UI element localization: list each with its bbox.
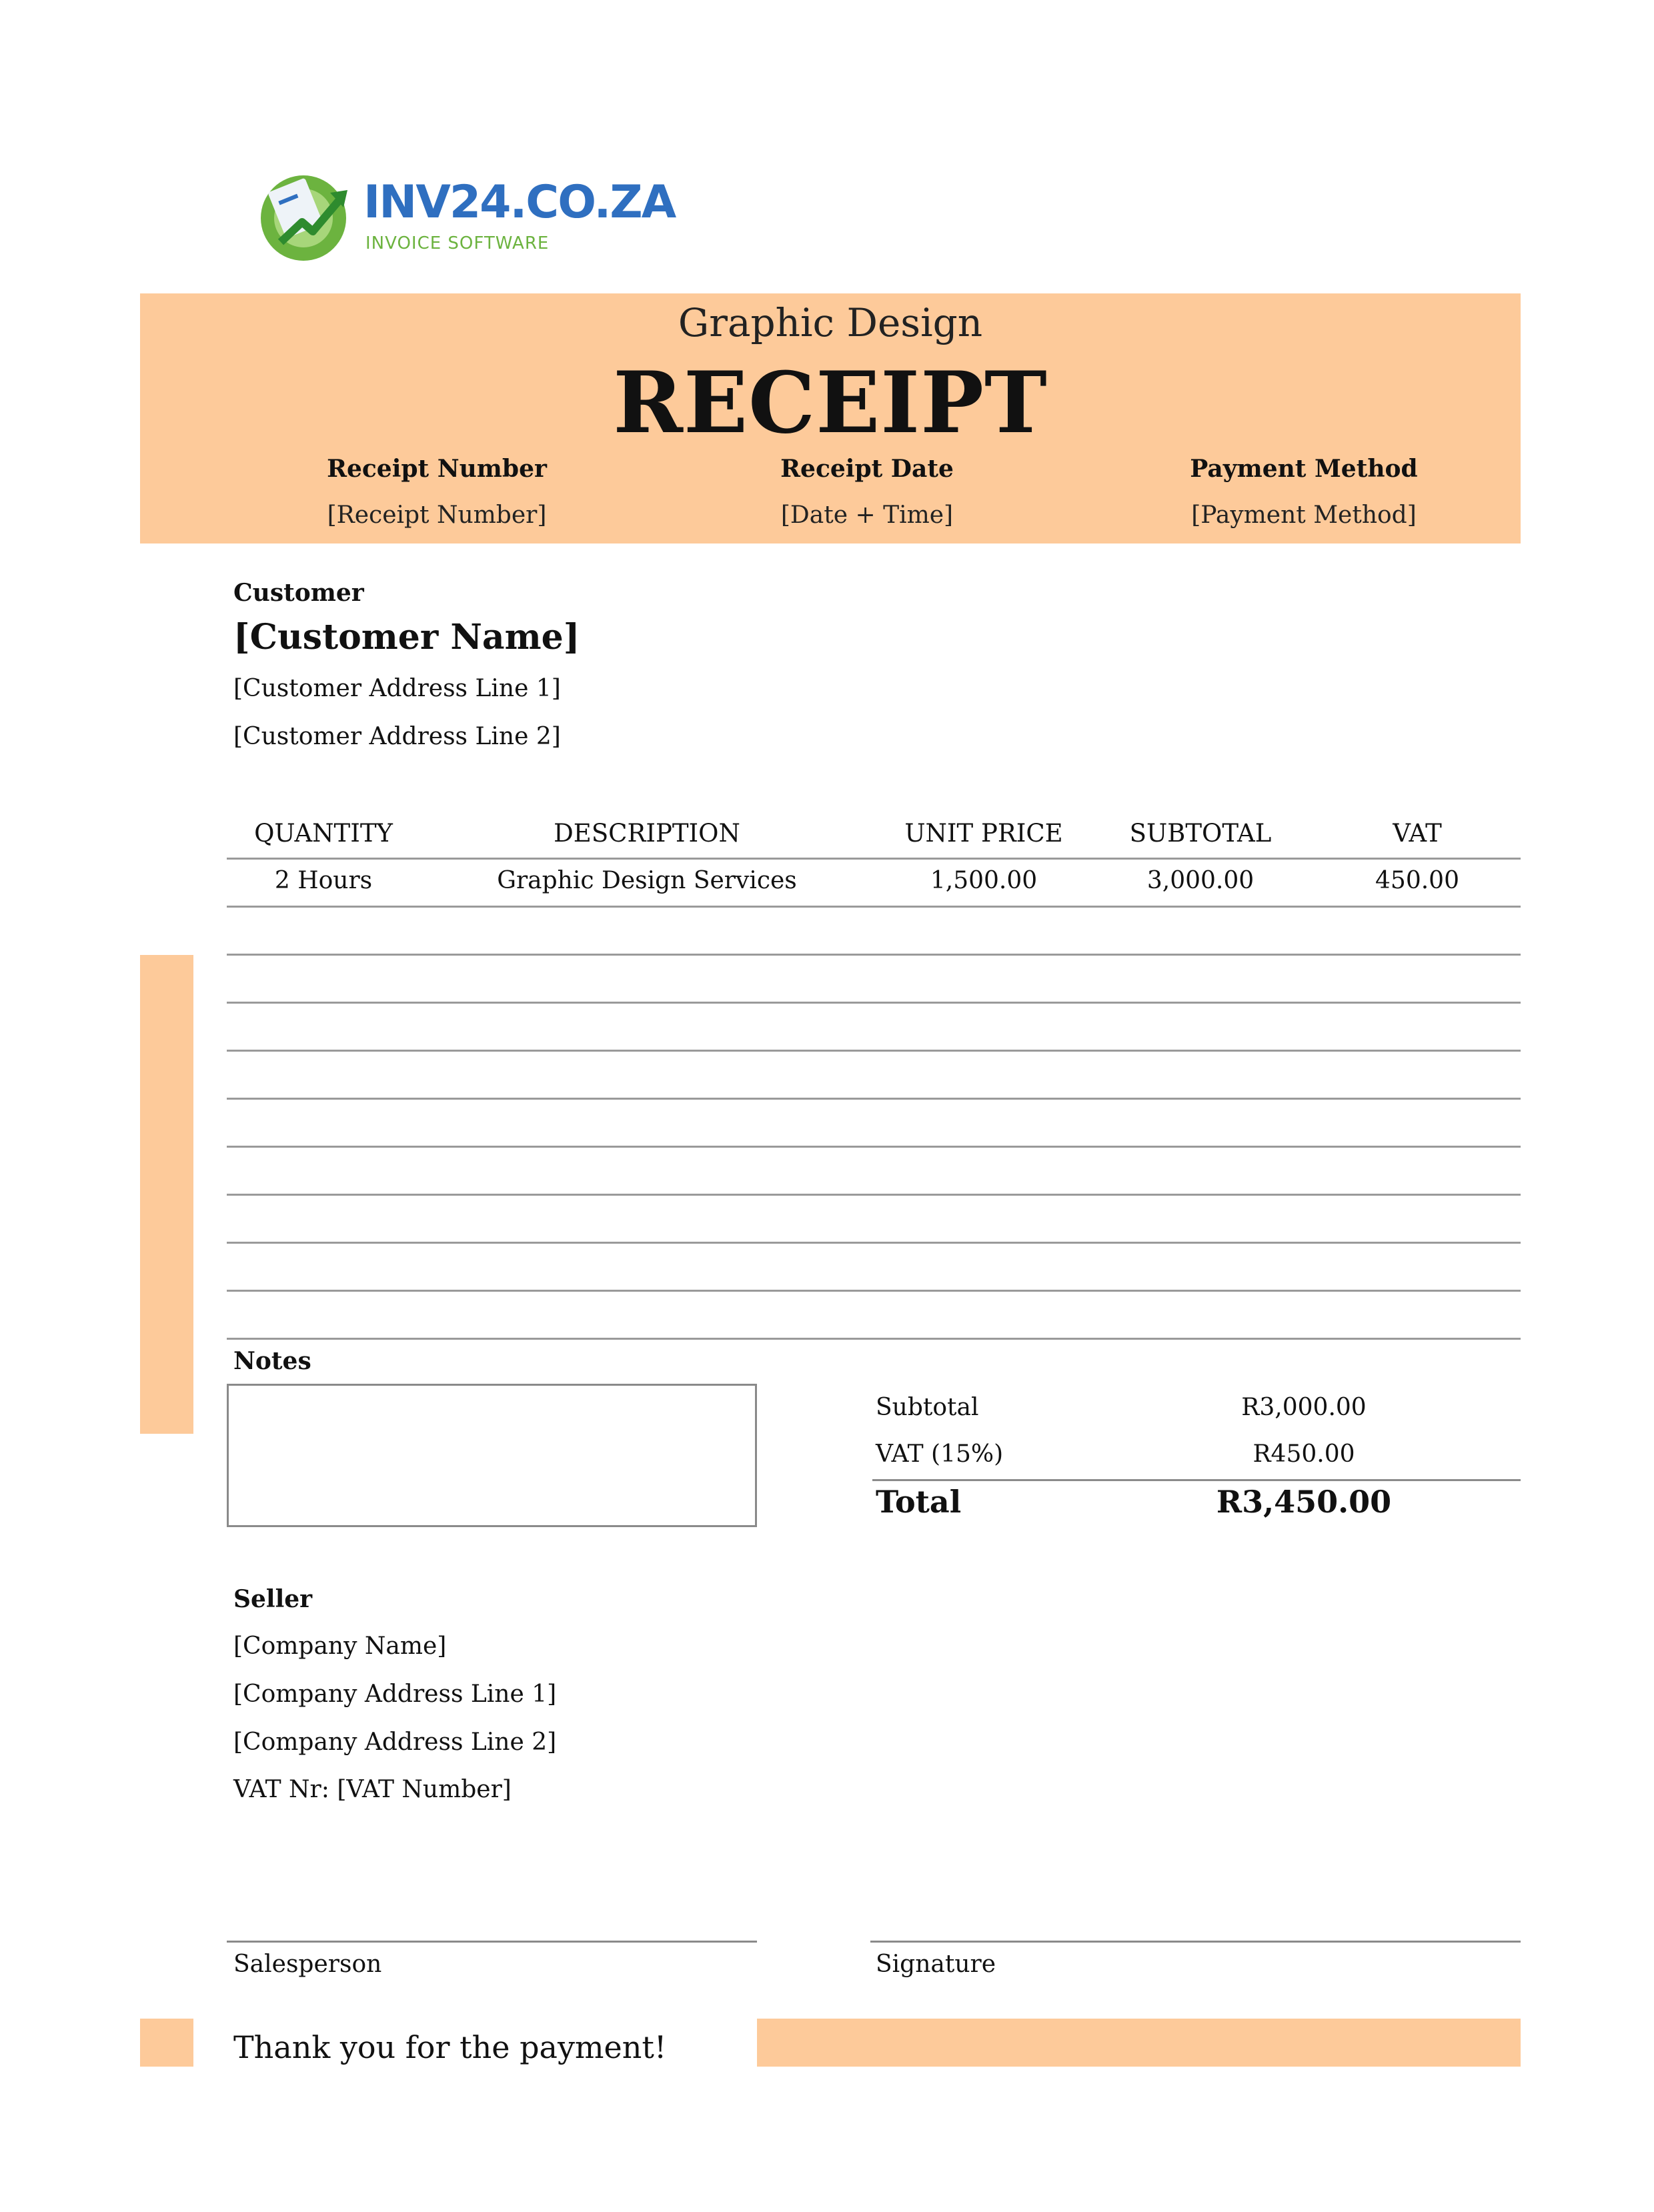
column-header-description: DESCRIPTION	[554, 819, 740, 848]
thank-you-message: Thank you for the payment!	[233, 2029, 667, 2065]
signature-line	[870, 1941, 1521, 1943]
receipt-number-label: Receipt Number	[327, 455, 547, 483]
payment-method-label: Payment Method	[1190, 455, 1418, 483]
table-divider	[227, 906, 1521, 908]
column-header-quantity: QUANTITY	[254, 819, 393, 848]
total-value: R3,450.00	[1216, 1484, 1392, 1520]
table-divider	[227, 858, 1521, 860]
cell-description: Graphic Design Services	[497, 867, 797, 894]
table-divider	[227, 1002, 1521, 1004]
table-divider	[227, 1098, 1521, 1100]
column-header-unit-price: UNIT PRICE	[904, 819, 1063, 848]
table-divider	[227, 1290, 1521, 1292]
notes-box	[227, 1384, 757, 1527]
table-divider	[227, 1242, 1521, 1244]
seller-address-line-2: [Company Address Line 2]	[233, 1729, 557, 1756]
customer-address-line-2: [Customer Address Line 2]	[233, 723, 561, 750]
table-divider	[227, 1146, 1521, 1148]
invoice-arrow-logo-icon	[255, 170, 355, 263]
document-title: RECEIPT	[613, 353, 1048, 452]
payment-method-value: [Payment Method]	[1191, 501, 1417, 529]
subtotal-label: Subtotal	[876, 1394, 979, 1421]
receipt-date-value: [Date + Time]	[780, 501, 954, 529]
column-header-subtotal: SUBTOTAL	[1129, 819, 1272, 848]
side-accent-bar	[140, 955, 193, 1434]
cell-vat: 450.00	[1375, 867, 1459, 894]
table-divider	[227, 1338, 1521, 1340]
salesperson-line	[227, 1941, 757, 1943]
vat-value: R450.00	[1253, 1440, 1355, 1468]
footer-accent-left	[140, 2019, 193, 2067]
column-header-vat: VAT	[1393, 819, 1442, 848]
cell-quantity: 2 Hours	[274, 867, 373, 894]
customer-label: Customer	[233, 579, 364, 607]
cell-subtotal: 3,000.00	[1146, 867, 1255, 894]
vat-label: VAT (15%)	[876, 1440, 1004, 1468]
logo-brand-text: INV24.CO.ZA	[363, 176, 676, 229]
receipt-date-label: Receipt Date	[780, 455, 954, 483]
table-divider	[227, 954, 1521, 956]
seller-address-line-1: [Company Address Line 1]	[233, 1681, 557, 1708]
cell-unit-price: 1,500.00	[930, 867, 1038, 894]
seller-company-name: [Company Name]	[233, 1632, 447, 1660]
signature-label: Signature	[876, 1951, 996, 1978]
receipt-number-value: [Receipt Number]	[327, 501, 547, 529]
footer-accent-right	[757, 2019, 1521, 2067]
salesperson-label: Salesperson	[233, 1951, 382, 1978]
table-divider	[227, 1050, 1521, 1052]
totals-divider	[872, 1479, 1521, 1481]
subtotal-value: R3,000.00	[1241, 1394, 1367, 1421]
notes-label: Notes	[233, 1347, 311, 1375]
seller-label: Seller	[233, 1585, 313, 1613]
customer-name: [Customer Name]	[233, 617, 580, 658]
customer-address-line-1: [Customer Address Line 1]	[233, 675, 561, 702]
header-band	[140, 293, 1521, 543]
logo-tagline: INVOICE SOFTWARE	[365, 233, 550, 253]
table-divider	[227, 1194, 1521, 1196]
document-subtitle: Graphic Design	[678, 300, 983, 345]
total-label: Total	[876, 1484, 962, 1520]
seller-vat-number: VAT Nr: [VAT Number]	[233, 1776, 512, 1803]
